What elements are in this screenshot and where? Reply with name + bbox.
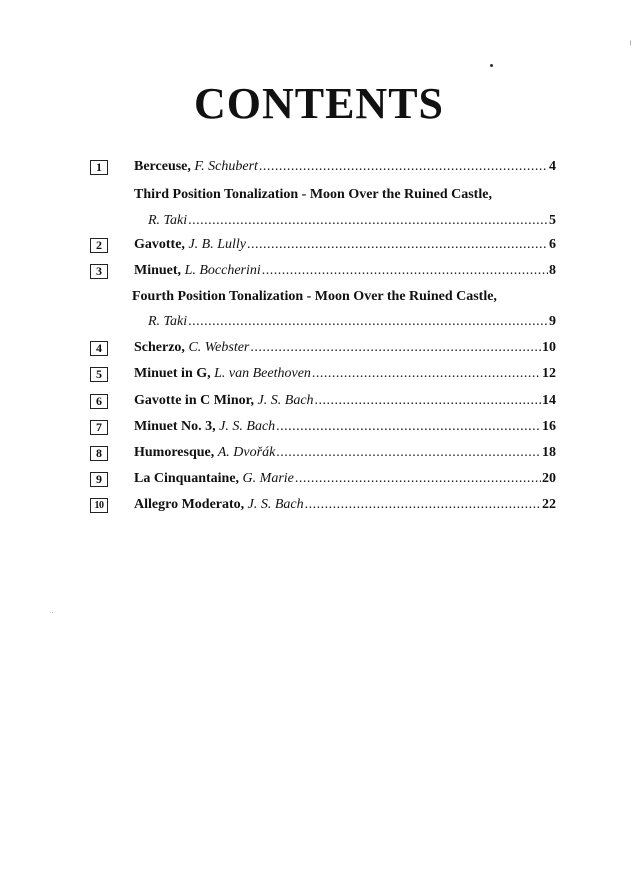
scan-speck bbox=[630, 40, 631, 46]
page-number: 5 bbox=[549, 213, 556, 228]
page-number: 9 bbox=[549, 314, 556, 329]
dot-leader bbox=[259, 158, 548, 176]
piece-number-badge: 8 bbox=[90, 446, 108, 461]
composer: R. Taki bbox=[148, 314, 188, 329]
dot-leader bbox=[247, 236, 548, 254]
scan-speck bbox=[490, 64, 493, 67]
piece-title: Minuet No. 3, bbox=[134, 419, 216, 434]
page-number: 8 bbox=[549, 263, 556, 278]
toc-entry[interactable] bbox=[134, 236, 556, 254]
piece-title: Third Position Tonalization - Moon Over the Ruined Castle, bbox=[134, 187, 492, 202]
piece-title: Gavotte, bbox=[134, 237, 185, 252]
piece-number-badge: 1 bbox=[90, 160, 108, 175]
piece-title: La Cinquantaine, bbox=[134, 471, 240, 486]
composer: J. S. Bach bbox=[219, 419, 276, 434]
page-number: 14 bbox=[542, 393, 556, 408]
composer: F. Schubert bbox=[194, 159, 258, 174]
toc-entry[interactable] bbox=[148, 212, 556, 230]
piece-title: Minuet, bbox=[134, 263, 182, 278]
dot-leader bbox=[315, 392, 541, 410]
piece-title: Scherzo, bbox=[134, 340, 185, 355]
composer: R. Taki bbox=[148, 213, 188, 228]
composer: J. S. Bach bbox=[247, 497, 304, 512]
toc-entry[interactable] bbox=[134, 418, 556, 436]
toc-entry[interactable] bbox=[134, 365, 556, 383]
dot-leader bbox=[188, 313, 548, 331]
piece-number-badge: 3 bbox=[90, 264, 108, 279]
composer: L. van Beethoven bbox=[214, 366, 311, 381]
scan-speck bbox=[52, 612, 53, 613]
piece-title: Gavotte in C Minor, bbox=[134, 393, 255, 408]
composer: C. Webster bbox=[188, 340, 250, 355]
piece-number-badge: 10 bbox=[90, 498, 108, 513]
dot-leader bbox=[262, 262, 548, 280]
composer: J. S. Bach bbox=[257, 393, 314, 408]
dot-leader bbox=[276, 418, 541, 436]
piece-number-badge: 7 bbox=[90, 420, 108, 435]
piece-title: Fourth Position Tonalization - Moon Over the Ruined Castle, bbox=[132, 289, 497, 304]
page-number: 22 bbox=[542, 497, 556, 512]
toc-entry[interactable] bbox=[134, 339, 556, 357]
dot-leader bbox=[276, 444, 541, 462]
composer: L. Boccherini bbox=[184, 263, 261, 278]
piece-title: Berceuse, bbox=[134, 159, 191, 174]
dot-leader bbox=[250, 339, 541, 357]
composer: J. B. Lully bbox=[188, 237, 246, 252]
composer: A. Dvořák bbox=[217, 445, 276, 460]
page-number: 20 bbox=[542, 471, 556, 486]
page-title: CONTENTS bbox=[193, 79, 445, 128]
dot-leader bbox=[312, 365, 541, 383]
page-number: 12 bbox=[542, 366, 556, 381]
page-number: 6 bbox=[549, 237, 556, 252]
dot-leader bbox=[305, 496, 541, 514]
page-number: 4 bbox=[549, 159, 556, 174]
piece-number-badge: 6 bbox=[90, 394, 108, 409]
page-number: 16 bbox=[542, 419, 556, 434]
dot-leader bbox=[188, 212, 548, 230]
piece-title: Minuet in G, bbox=[134, 366, 211, 381]
toc-entry[interactable] bbox=[134, 158, 556, 176]
toc-entry[interactable] bbox=[134, 496, 556, 514]
toc-entry[interactable] bbox=[134, 470, 556, 488]
dot-leader bbox=[295, 470, 541, 488]
piece-number-badge: 9 bbox=[90, 472, 108, 487]
composer: G. Marie bbox=[242, 471, 294, 486]
toc-entry[interactable] bbox=[148, 313, 556, 331]
page-number: 10 bbox=[542, 340, 556, 355]
piece-title: Humoresque, bbox=[134, 445, 215, 460]
toc-entry[interactable] bbox=[134, 262, 556, 280]
toc-entry[interactable] bbox=[134, 392, 556, 410]
piece-number-badge: 5 bbox=[90, 367, 108, 382]
piece-title: Allegro Moderato, bbox=[134, 497, 245, 512]
piece-number-badge: 4 bbox=[90, 341, 108, 356]
piece-number-badge: 2 bbox=[90, 238, 108, 253]
toc-entry[interactable] bbox=[134, 444, 556, 462]
page-number: 18 bbox=[542, 445, 556, 460]
